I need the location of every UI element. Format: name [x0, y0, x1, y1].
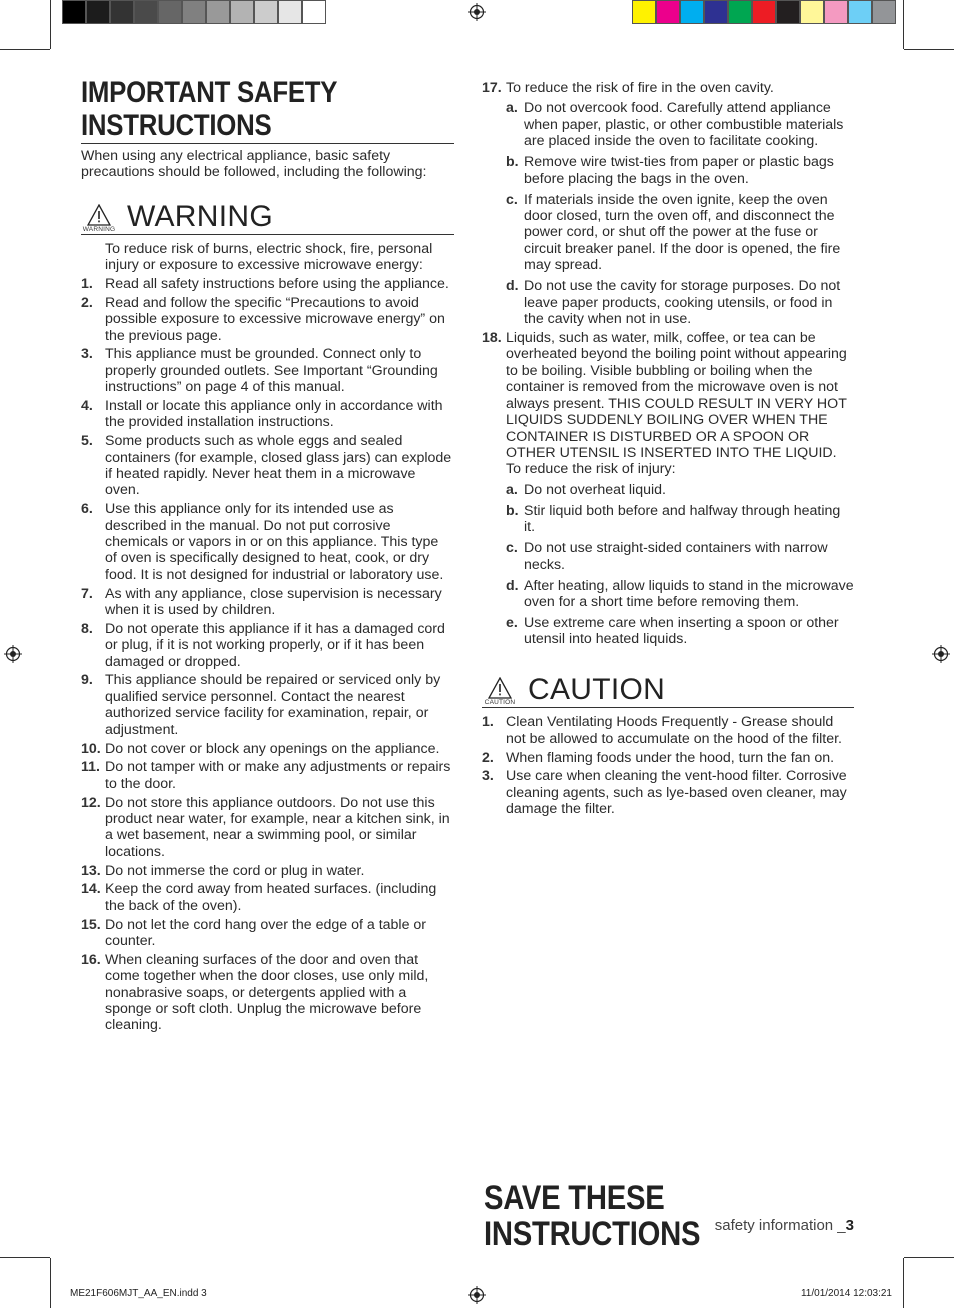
- list-item: [81, 295, 454, 344]
- color-swatch: [62, 0, 86, 24]
- warning-heading: WARNING: [127, 199, 273, 233]
- color-swatch: [86, 0, 110, 24]
- caution-list: [482, 714, 854, 817]
- crop-mark: [50, 1258, 51, 1308]
- list-item: [81, 621, 454, 670]
- item-text: Keep the cord away from heated surfaces. (including the back of the oven).: [105, 881, 437, 914]
- registration-mark-icon: [468, 3, 486, 21]
- item-text: Do not store this appliance outdoors. Do not use this product near water, for example, near a kitchen sink, in a wet basement, near a swimming pool, or similar locations.: [105, 794, 450, 860]
- grayscale-color-bar: [62, 0, 326, 24]
- item-text: Read all safety instructions before using the appliance.: [105, 276, 449, 293]
- list-item: [81, 759, 454, 792]
- color-swatch: [848, 0, 872, 24]
- item-number: 4.: [81, 398, 93, 415]
- item-number: 10.: [81, 740, 101, 757]
- item-number: 7.: [81, 585, 93, 602]
- color-swatch: [704, 0, 728, 24]
- color-swatch: [254, 0, 278, 24]
- list-item: [81, 952, 454, 1034]
- item-text: Do not tamper with or make any adjustments or repairs to the door.: [105, 759, 451, 792]
- crop-mark: [903, 0, 904, 49]
- color-swatch: [728, 0, 752, 24]
- sub-item-text: Use extreme care when inserting a spoon or other utensil into heated liquids.: [524, 614, 839, 648]
- sub-item-text: If materials inside the oven ignite, keep the oven door closed, turn the oven off, and disconnect the power cord, or shut off the power at the fuse or circuit breaker panel. If the door is opened, the fire may spread.: [524, 191, 841, 274]
- sub-list-item: [482, 540, 854, 573]
- item-number: 13.: [81, 862, 101, 879]
- list-item: [482, 714, 854, 747]
- sub-list: [482, 100, 854, 332]
- list-item: [81, 795, 454, 861]
- sub-list-item: [482, 615, 854, 648]
- item-text: Do not let the cord hang over the edge of a table or counter.: [105, 916, 427, 949]
- color-swatch: [872, 0, 896, 24]
- page-number: 3: [845, 1217, 854, 1234]
- warning-header: [81, 195, 454, 233]
- crop-mark: [0, 49, 50, 50]
- color-swatch: [632, 0, 656, 24]
- item-text: This appliance should be repaired or serviced only by qualified service personnel. Contact the nearest authorized service facility for examination, repair, or adjustment.: [105, 672, 441, 738]
- sub-item-letter: d.: [506, 278, 519, 295]
- item-number: 2.: [482, 749, 494, 766]
- list-item: [81, 346, 454, 395]
- sub-item-text: After heating, allow liquids to stand in the microwave oven for a short time before removing them.: [524, 577, 854, 610]
- item-number: 8.: [81, 620, 93, 637]
- save-instructions-title: SAVE THESE INSTRUCTIONS: [484, 1179, 701, 1253]
- color-swatch: [302, 0, 326, 24]
- registration-mark-icon: [932, 645, 950, 663]
- item-number: 3.: [81, 346, 93, 363]
- sub-item-letter: b.: [506, 154, 519, 171]
- registration-mark-icon: [468, 1286, 486, 1304]
- color-swatch: [158, 0, 182, 24]
- item-number: 1.: [482, 714, 494, 731]
- item-text: Use care when cleaning the vent-hood filter. Corrosive cleaning agents, such as lye-based oven cleaner, may damage the filter.: [506, 768, 847, 818]
- caution-triangle-icon: [488, 677, 512, 699]
- item-number: 14.: [81, 881, 101, 898]
- crop-mark: [50, 0, 51, 49]
- list-item: [81, 276, 454, 292]
- warning-icon-label: WARNING: [82, 225, 116, 233]
- list-item: [81, 741, 454, 757]
- page-footer: [715, 1217, 854, 1234]
- sub-item-letter: b.: [506, 502, 519, 519]
- crop-mark: [903, 1258, 904, 1308]
- list-item: [482, 768, 854, 817]
- sub-item-letter: c.: [506, 191, 518, 208]
- color-swatch: [110, 0, 134, 24]
- caution-icon-label: CAUTION: [484, 699, 516, 707]
- list-item: [81, 917, 454, 950]
- date-slug: 11/01/2014 12:03:21: [800, 1288, 892, 1299]
- item-text: Use this appliance only for its intended use as described in the manual. Do not put corrosive chemicals or vapors in or on this appliance. This type of oven is specifically designed to heat, cook, or dry food. It is not designed for industrial or laboratory use.: [105, 501, 444, 583]
- warning-icon: [81, 204, 117, 233]
- color-swatch: [656, 0, 680, 24]
- sub-item-letter: a.: [506, 481, 518, 498]
- color-swatch: [134, 0, 158, 24]
- item-number: 15.: [81, 916, 101, 933]
- sub-list-item: [482, 154, 854, 187]
- item-number: 6.: [81, 501, 93, 518]
- item-text: When flaming foods under the hood, turn the fan on.: [506, 749, 835, 766]
- list-item: [482, 750, 854, 766]
- crop-mark: [904, 49, 954, 50]
- list-item: [482, 80, 854, 332]
- warning-list: [81, 276, 454, 1034]
- caution-rule: [482, 707, 854, 708]
- item-text: Some products such as whole eggs and sealed containers (for example, closed glass jars) can explode if heated rapidly. Never heat them in a microwave oven.: [105, 433, 452, 499]
- sub-item-text: Do not use the cavity for storage purposes. Do not leave paper products, cooking utensils, or food in the cavity when not in use.: [524, 278, 841, 328]
- item-number: 18.: [482, 330, 502, 347]
- color-swatch: [776, 0, 800, 24]
- item-text: To reduce the risk of fire in the oven cavity.: [506, 80, 774, 96]
- color-swatch: [182, 0, 206, 24]
- list-item: [81, 863, 454, 879]
- warning-rule: [81, 234, 454, 235]
- list-item: [81, 586, 454, 619]
- sub-item-text: Do not overcook food. Carefully attend appliance when paper, plastic, or other combustible materials are placed inside the oven to facilitate cooking.: [524, 100, 844, 150]
- sub-item-text: Remove wire twist-ties from paper or plastic bags before placing the bags in the oven.: [524, 154, 834, 187]
- item-number: 16.: [81, 951, 101, 968]
- page-title: IMPORTANT SAFETY INSTRUCTIONS: [81, 76, 337, 142]
- warning-list-continued: [482, 80, 854, 652]
- warning-intro: To reduce risk of burns, electric shock, fire, personal injury or exposure to excessive microwave energy:: [105, 240, 433, 274]
- sub-list-item: [482, 578, 854, 611]
- file-slug: ME21F606MJT_AA_EN.indd 3: [70, 1288, 207, 1299]
- caution-heading: CAUTION: [528, 673, 666, 707]
- item-text: As with any appliance, close supervision is necessary when it is used by children.: [105, 585, 442, 619]
- item-text: Do not operate this appliance if it has a damaged cord or plug, if it is not working properly, or if it has been damaged or dropped.: [105, 620, 445, 670]
- sub-item-letter: d.: [506, 577, 519, 594]
- color-swatch: [230, 0, 254, 24]
- item-number: 12.: [81, 794, 101, 811]
- item-text: This appliance must be grounded. Connect only to properly grounded outlets. See Important “Grounding instructions” on page 4 of this manual.: [105, 346, 438, 396]
- process-color-bar: [632, 0, 896, 24]
- color-swatch: [752, 0, 776, 24]
- sub-item-text: Do not use straight-sided containers with narrow necks.: [524, 540, 828, 573]
- item-text: Read and follow the specific “Precautions to avoid possible exposure to excessive microwave energy” on the previous page.: [105, 294, 445, 344]
- list-item: [81, 433, 454, 499]
- item-number: 3.: [482, 768, 494, 785]
- list-item: [81, 398, 454, 431]
- item-number: 17.: [482, 80, 502, 96]
- item-text: Do not immerse the cord or plug in water.: [105, 862, 365, 879]
- color-swatch: [824, 0, 848, 24]
- footer-section: safety information _: [714, 1217, 846, 1234]
- item-number: 1.: [81, 276, 93, 293]
- sub-list-item: [482, 503, 854, 536]
- list-item: [81, 881, 454, 914]
- caution-icon: [482, 677, 518, 706]
- item-text: Clean Ventilating Hoods Frequently - Grease should not be allowed to accumulate on the hood of the filter.: [506, 714, 842, 747]
- warning-triangle-icon: [87, 204, 111, 226]
- sub-item-text: Stir liquid both before and halfway through heating it.: [524, 502, 841, 536]
- item-number: 9.: [81, 672, 93, 689]
- color-swatch: [278, 0, 302, 24]
- crop-mark: [904, 1257, 954, 1258]
- item-text: Do not cover or block any openings on the appliance.: [105, 740, 440, 757]
- item-text: Liquids, such as water, milk, coffee, or tea can be overheated beyond the boiling point without appearing to be boiling. Visible bubbling or boiling when the container is removed from the microwave oven is not always present. THIS COULD RESULT IN VERY HOT LIQUIDS SUDDENLY BOILING OVER WHEN THE CONTAINER IS DISTURBED OR A SPOON OR OTHER UTENSIL IS INSERTED INTO THE LIQUID. To reduce the risk of injury:: [506, 330, 847, 478]
- item-number: 5.: [81, 433, 93, 450]
- sub-item-letter: c.: [506, 540, 518, 557]
- registration-mark-icon: [4, 645, 22, 663]
- list-item: [81, 672, 454, 738]
- crop-mark: [0, 1257, 50, 1258]
- sub-list-item: [482, 192, 854, 274]
- color-swatch: [206, 0, 230, 24]
- list-item: [81, 501, 454, 583]
- item-number: 11.: [81, 759, 100, 776]
- item-text: Install or locate this appliance only in accordance with the provided installation instructions.: [105, 398, 443, 431]
- list-item: [482, 330, 854, 652]
- sub-item-letter: e.: [506, 614, 518, 631]
- sub-list: [482, 482, 854, 653]
- left-column: [81, 76, 454, 1034]
- color-swatch: [800, 0, 824, 24]
- sub-item-letter: a.: [506, 100, 518, 117]
- sub-item-text: Do not overheat liquid.: [524, 481, 666, 498]
- intro-text: When using any electrical appliance, basic safety precautions should be followed, including the following:: [81, 148, 427, 181]
- title-rule: [81, 143, 454, 144]
- item-number: 2.: [81, 294, 93, 311]
- item-text: When cleaning surfaces of the door and oven that come together when the door closes, use only mild, nonabrasive soaps, or detergents applied with a sponge or soft cloth. Unplug the microwave before cleaning.: [105, 951, 429, 1034]
- sub-list-item: [482, 278, 854, 327]
- right-column: [482, 80, 854, 818]
- sub-list-item: [482, 100, 854, 149]
- sub-list-item: [482, 482, 854, 498]
- caution-header: [482, 668, 854, 706]
- color-swatch: [680, 0, 704, 24]
